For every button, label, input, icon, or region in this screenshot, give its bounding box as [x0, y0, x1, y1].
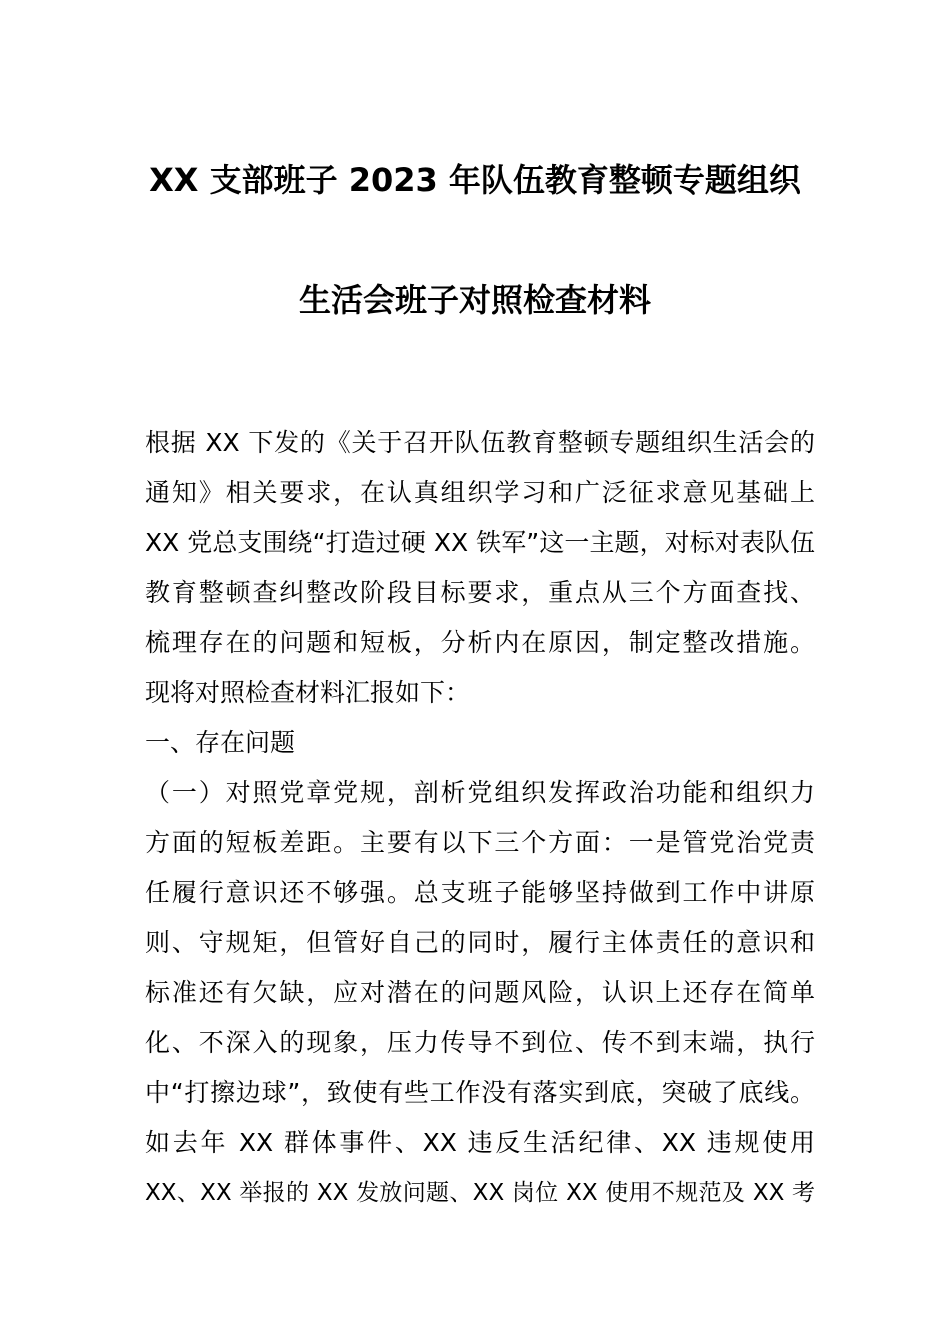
body-line: 任履行意识还不够强。总支班子能够坚持做到工作中讲原: [145, 878, 815, 907]
body-line: 如去年 XX 群体事件、XX 违反生活纪律、XX 违规使用: [145, 1128, 815, 1157]
body-line: 化、不深入的现象，压力传导不到位、传不到末端，执行: [145, 1028, 815, 1057]
section-heading: 一、存在问题: [145, 728, 296, 757]
body-line: 则、守规矩，但管好自己的同时，履行主体责任的意识和: [145, 928, 815, 957]
body-line: （一）对照党章党规，剖析党组织发挥政治功能和组织力: [145, 778, 815, 807]
body-line: 方面的短板差距。主要有以下三个方面：一是管党治党责: [145, 828, 815, 857]
body-line: 根据 XX 下发的《关于召开队伍教育整顿专题组织生活会的: [145, 428, 815, 457]
body-line: 通知》相关要求，在认真组织学习和广泛征求意见基础上: [145, 478, 815, 507]
document-body: [145, 418, 815, 1218]
body-line: XX 党总支围绕“打造过硬 XX 铁军”这一主题，对标对表队伍: [145, 528, 815, 557]
body-line: 梳理存在的问题和短板，分析内在原因，制定整改措施。: [145, 628, 815, 657]
body-line: 标准还有欠缺，应对潜在的问题风险，认识上还存在简单: [145, 978, 815, 1007]
document-title-line-2: 生活会班子对照检查材料: [298, 281, 651, 319]
body-line: 教育整顿查纠整改阶段目标要求，重点从三个方面查找、: [145, 578, 815, 607]
body-line: 中“打擦边球”，致使有些工作没有落实到底，突破了底线。: [145, 1078, 815, 1107]
body-line: 现将对照检查材料汇报如下：: [145, 678, 471, 707]
document-title-line-1: XX 支部班子 2023 年队伍教育整顿专题组织: [149, 161, 801, 199]
body-line: XX、XX 举报的 XX 发放问题、XX 岗位 XX 使用不规范及 XX 考: [145, 1180, 815, 1206]
